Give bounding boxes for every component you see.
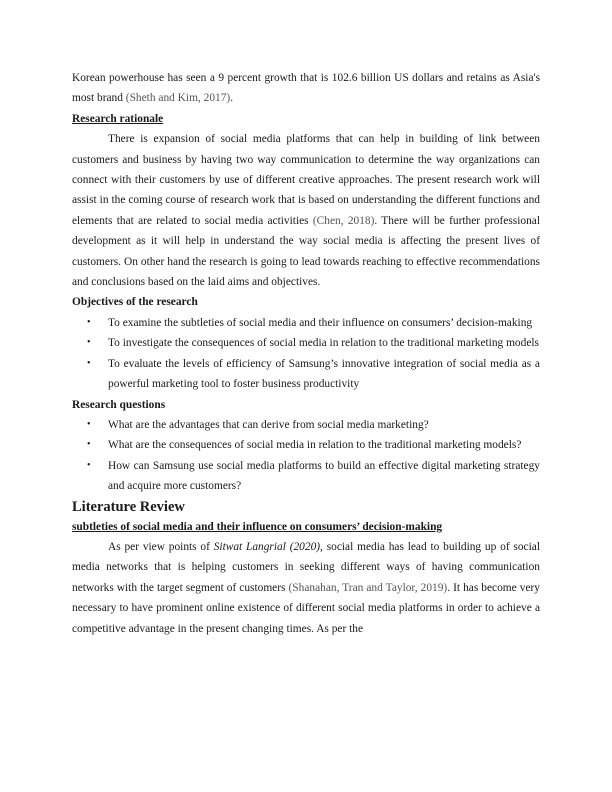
literature-subheading: subtleties of social media and their influence on consumers’ decision-making <box>72 520 443 533</box>
objective-text: To examine the subtleties of social media and their influence on consumers’ decision-making <box>108 316 533 329</box>
intro-paragraph <box>72 68 540 109</box>
research-rationale-heading: Research rationale <box>72 112 164 125</box>
bullet-icon: • <box>87 316 91 328</box>
intro-end: . <box>230 92 234 105</box>
rationale-text-1: There is expansion of social media platforms that can help in building of link between customers and business by having two way communication to determine the way organizations can connect with their customers by use of different creative approaches. The present research work will assist in the coming course of research work that is based on understanding the different functions and elements that are related to social media activities <box>72 133 540 227</box>
rationale-citation: (Chen, 2018) <box>312 214 375 227</box>
questions-list <box>72 415 540 497</box>
list-item <box>72 456 540 497</box>
bullet-icon: • <box>87 439 91 451</box>
intro-citation: (Sheth and Kim, 2017) <box>125 92 231 105</box>
bullet-icon: • <box>87 337 91 349</box>
list-item <box>72 354 540 395</box>
bullet-icon: • <box>87 418 91 430</box>
objectives-heading: Objectives of the research <box>72 296 198 309</box>
bullet-icon: • <box>87 459 91 471</box>
literature-text-2: social media has lead to building up of social media networks that is helping customers in seeking different ways of having communication networks with the target segment of customers <box>72 540 540 594</box>
objective-text: To evaluate the levels of efficiency of Samsung’s innovative integration of social media as a powerful marketing tool to foster business productivity <box>108 357 540 391</box>
literature-review-heading: Literature Review <box>72 498 185 515</box>
objectives-list <box>72 313 540 395</box>
literature-citation: (Shanahan, Tran and Taylor, 2019) <box>288 581 448 594</box>
literature-author: Sitwat Langrial (2020), <box>213 540 323 553</box>
question-text: How can Samsung use social media platforms to build an effective digital marketing strategy and acquire more customers? <box>108 459 540 493</box>
rationale-text-2: . There will be further professional development as it will help in understand the way social media is affecting the present lives of customers. On other hand the research is going to lead towards reaching to effective recommendations and conclusions based on the laid aims and objectives. <box>72 214 540 289</box>
bullet-icon: • <box>87 357 91 369</box>
list-item <box>72 415 540 435</box>
objective-text: To investigate the consequences of social media in relation to the traditional marketing models <box>108 337 539 350</box>
list-item <box>72 333 540 353</box>
rationale-paragraph <box>72 129 540 292</box>
document-page <box>72 68 540 639</box>
list-item <box>72 313 540 333</box>
question-text: What are the advantages that can derive from social media marketing? <box>108 418 429 431</box>
research-questions-heading: Research questions <box>72 398 166 411</box>
literature-paragraph <box>72 537 540 639</box>
literature-text-1: As per view points of <box>108 540 214 553</box>
intro-text: Korean powerhouse has seen a 9 percent growth that is 102.6 billion US dollars and retains as Asia's most brand <box>72 72 540 105</box>
question-text: What are the consequences of social media in relation to the traditional marketing models? <box>108 439 522 452</box>
literature-text-3: . It has become very necessary to have prominent online existence of different social media platforms in order to achieve a competitive advantage in the present changing times. As per the <box>72 581 540 635</box>
list-item <box>72 435 540 455</box>
